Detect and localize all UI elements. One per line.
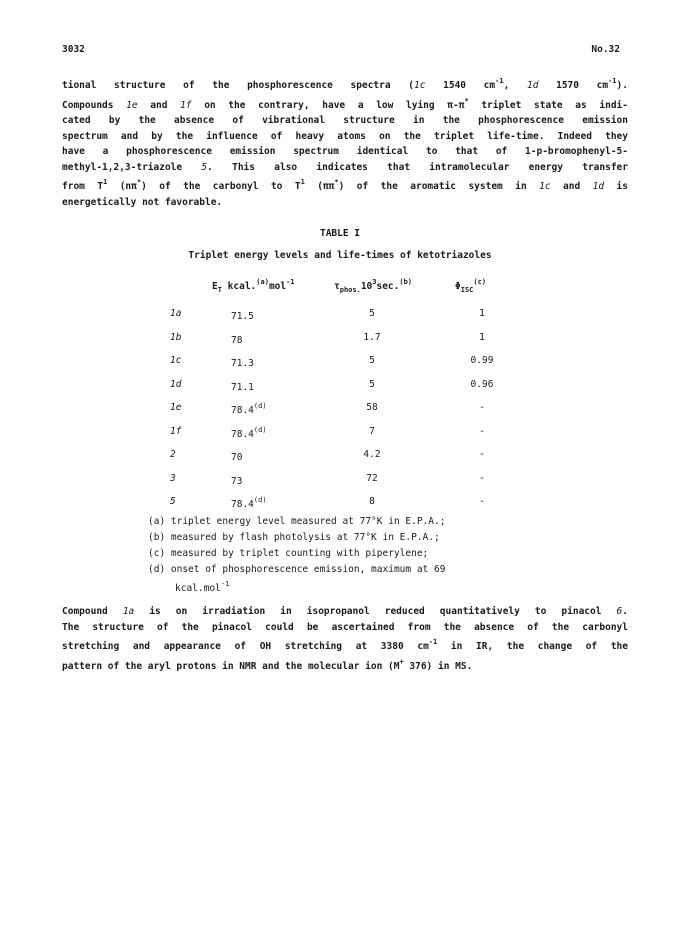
table-cell-compound: 1e [170, 402, 182, 413]
table-cell-compound: 1f [170, 425, 182, 437]
table-cell-energy: 78.4$^{(d)}$ [231, 496, 267, 510]
table-cell-compound: 1a [170, 308, 182, 319]
table-cell-lifetime: 7 [369, 425, 375, 437]
table-cell-isc-yield: 0.96 [470, 378, 494, 390]
table-cell-compound: 2 [170, 449, 176, 460]
text-line: Compound 1a is on irradiation in isopropanol reduced quantitatively to pinacol 6. [62, 606, 628, 617]
table-cell-lifetime: 5 [369, 378, 375, 390]
table-caption: Triplet energy levels and life-times of ketotriazoles [188, 250, 492, 261]
table-cell-energy: 78.4$^{(d)}$ [231, 402, 267, 416]
column-header-lifetime: $\tau_{phos.}10^3\sec.^{(b)}$ [334, 278, 413, 294]
table-cell-energy: 78.4$^{(d)}$ [231, 425, 267, 440]
table-cell-compound: 5 [170, 496, 176, 507]
table-footnote-d-continued: kcal.mol$^{-1}$ [175, 580, 230, 594]
text-line: Compounds 1e and 1f on the contrary, have a low lying π-π* triplet state as indi- [62, 96, 628, 111]
table-cell-energy: 73 [231, 475, 243, 487]
text-line: spectrum and by the influence of heavy atoms on the triplet life-time. Indeed they [62, 130, 628, 142]
paragraph-phosphorescence [62, 74, 628, 210]
table-footnote-c: (c) measured by triplet counting with piperylene; [148, 548, 429, 559]
table-cell-lifetime: 72 [366, 472, 378, 484]
table-cell-lifetime: 1.7 [363, 331, 381, 343]
text-line: stretching and appearance of OH stretching at 3380 $cm^{-1}$ in IR, the change of the [62, 638, 628, 652]
text-line: have a phosphorescence emission spectrum identical to that of 1-p-bromophenyl-5- [62, 146, 628, 157]
table-title: TABLE I [319, 228, 361, 239]
table-cell-isc-yield: - [479, 449, 485, 460]
table-cell-lifetime: 4.2 [363, 449, 381, 460]
table-cell-isc-yield: - [479, 496, 485, 507]
table-cell-energy: 70 [231, 452, 243, 463]
table-cell-lifetime: 58 [366, 402, 378, 413]
text-line: energetically not favorable. [62, 196, 223, 208]
table-cell-compound: 1c [170, 355, 182, 366]
text-line: The structure of the pinacol could be ascertained from the absence of the carbonyl [62, 621, 628, 633]
column-header-energy: $E_T$ kcal.$^{(a)}$mol$^{-1}$ [212, 278, 295, 294]
table-footnote-d: (d) onset of phosphorescence emission, maximum at 69 [148, 564, 446, 575]
table-cell-compound: 1b [170, 331, 182, 343]
table-cell-lifetime: 5 [369, 308, 375, 319]
table-footnote-a: (a) triplet energy level measured at 77°K in E.P.A.; [148, 516, 446, 527]
text-line: methyl-1,2,3-triazole 5. This also indicates that intramolecular energy transfer [62, 161, 628, 173]
paragraph-pinacol [62, 604, 628, 674]
issue-number: No.32 [591, 44, 620, 55]
table-cell-energy: 78 [231, 334, 243, 346]
table-cell-compound: 3 [170, 472, 176, 484]
text-line: tional structure of the phosphorescence spectra (1c 1540 $cm^{-1}$, 1d 1570 $cm^{-1}$). [62, 77, 628, 91]
column-header-isc-yield: $\Phi_{ISC}^{(c)}$ [455, 278, 487, 294]
table-cell-compound: 1d [170, 378, 182, 390]
table-cell-isc-yield: - [479, 472, 485, 484]
table-cell-isc-yield: 1 [479, 308, 485, 319]
table-cell-lifetime: 5 [369, 355, 375, 366]
table-cell-isc-yield: - [479, 402, 485, 413]
table-cell-isc-yield: 0.99 [470, 355, 494, 366]
text-line: cated by the absence of vibrational structure in the phosphorescence emission [62, 115, 628, 126]
table-cell-isc-yield: - [479, 425, 485, 437]
text-line: pattern of the aryl protons in NMR and the molecular ion (M+ 376) in MS. [62, 657, 473, 672]
table-cell-isc-yield: 1 [479, 331, 485, 343]
table-cell-energy: 71.3 [231, 358, 254, 369]
table-cell-energy: 71.5 [231, 311, 254, 322]
text-line: from $T^1$ (nπ*) of the carbonyl to $T^1$ (ππ*) of the aromatic system in 1c and 1d is [62, 178, 628, 192]
page-number: 3032 [62, 44, 85, 55]
table-footnote-b: (b) measured by flash photolysis at 77°K in E.P.A.; [148, 532, 440, 543]
table-cell-energy: 71.1 [231, 381, 254, 393]
table-cell-lifetime: 8 [369, 496, 375, 507]
